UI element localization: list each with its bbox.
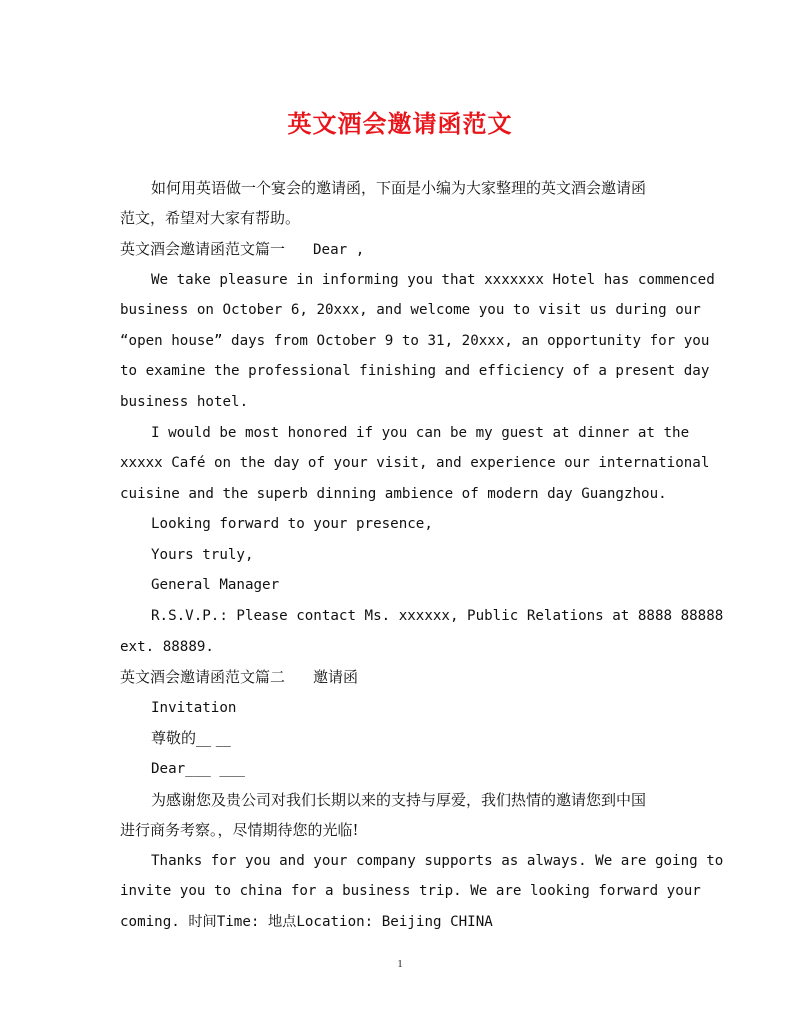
page-number: 1 — [397, 958, 403, 970]
cn-body-line-2: 进行商务考察。，尽情期待您的光临! — [120, 821, 359, 839]
cn-body-line-1: 为感谢您及贵公司对我们长期以来的支持与厚爱，我们热情的邀请您到中国 — [151, 791, 647, 809]
section2-subtitle: 邀请函 — [313, 668, 359, 686]
intro-line-1: 如何用英语做一个宴会的邀请函，下面是小编为大家整理的英文酒会邀请函 — [151, 179, 647, 197]
p2-line-3: cuisine and the superb dinning ambience of modern day Guangzhou. — [120, 486, 667, 502]
section1-heading-row — [120, 239, 690, 260]
salutation-en: Dear___ ___ — [151, 761, 245, 777]
p1-line-4: to examine the professional finishing and efficiency of a present day — [120, 363, 710, 379]
p2-line-1: I would be most honored if you can be my guest at dinner at the — [151, 425, 690, 441]
section1-heading: 英文酒会邀请函范文篇一 — [120, 240, 286, 258]
p1-line-1: We take pleasure in informing you that xxxxxxx Hotel has commenced — [151, 272, 715, 288]
salutation-cn: 尊敬的__ __ — [151, 729, 231, 747]
invitation-word: Invitation — [151, 700, 237, 716]
p2-line-2: xxxxx Café on the day of your visit, and experience our international — [120, 455, 710, 471]
p1-line-2: business on October 6, 20xxx, and welcome you to visit us during our — [120, 302, 701, 318]
closing-line-2: Yours truly, — [151, 547, 254, 563]
intro-line-2: 范文，希望对大家有帮助。 — [120, 209, 301, 227]
en-body-line-2: invite you to china for a business trip. We are looking forward your — [120, 883, 701, 899]
document-title: 英文酒会邀请函范文 — [287, 109, 513, 138]
en-body-line-1: Thanks for you and your company supports as always. We are going to — [151, 853, 724, 869]
section2-heading: 英文酒会邀请函范文篇二 — [120, 668, 286, 686]
rsvp-line-1: R.S.V.P.: Please contact Ms. xxxxxx, Public Relations at 8888 88888 — [151, 608, 724, 624]
closing-line-3: General Manager — [151, 577, 280, 593]
section2-heading-row — [120, 667, 690, 688]
closing-line-1: Looking forward to your presence, — [151, 516, 433, 532]
p1-line-5: business hotel. — [120, 394, 249, 410]
en-body-line-3: coming. 时间Time: 地点Location: Beijing CHINA — [120, 914, 493, 930]
section1-greeting: Dear , — [313, 242, 365, 258]
rsvp-line-2: ext. 88889. — [120, 639, 214, 655]
p1-line-3: “open house” days from October 9 to 31, 20xxx, an opportunity for you — [120, 333, 710, 349]
